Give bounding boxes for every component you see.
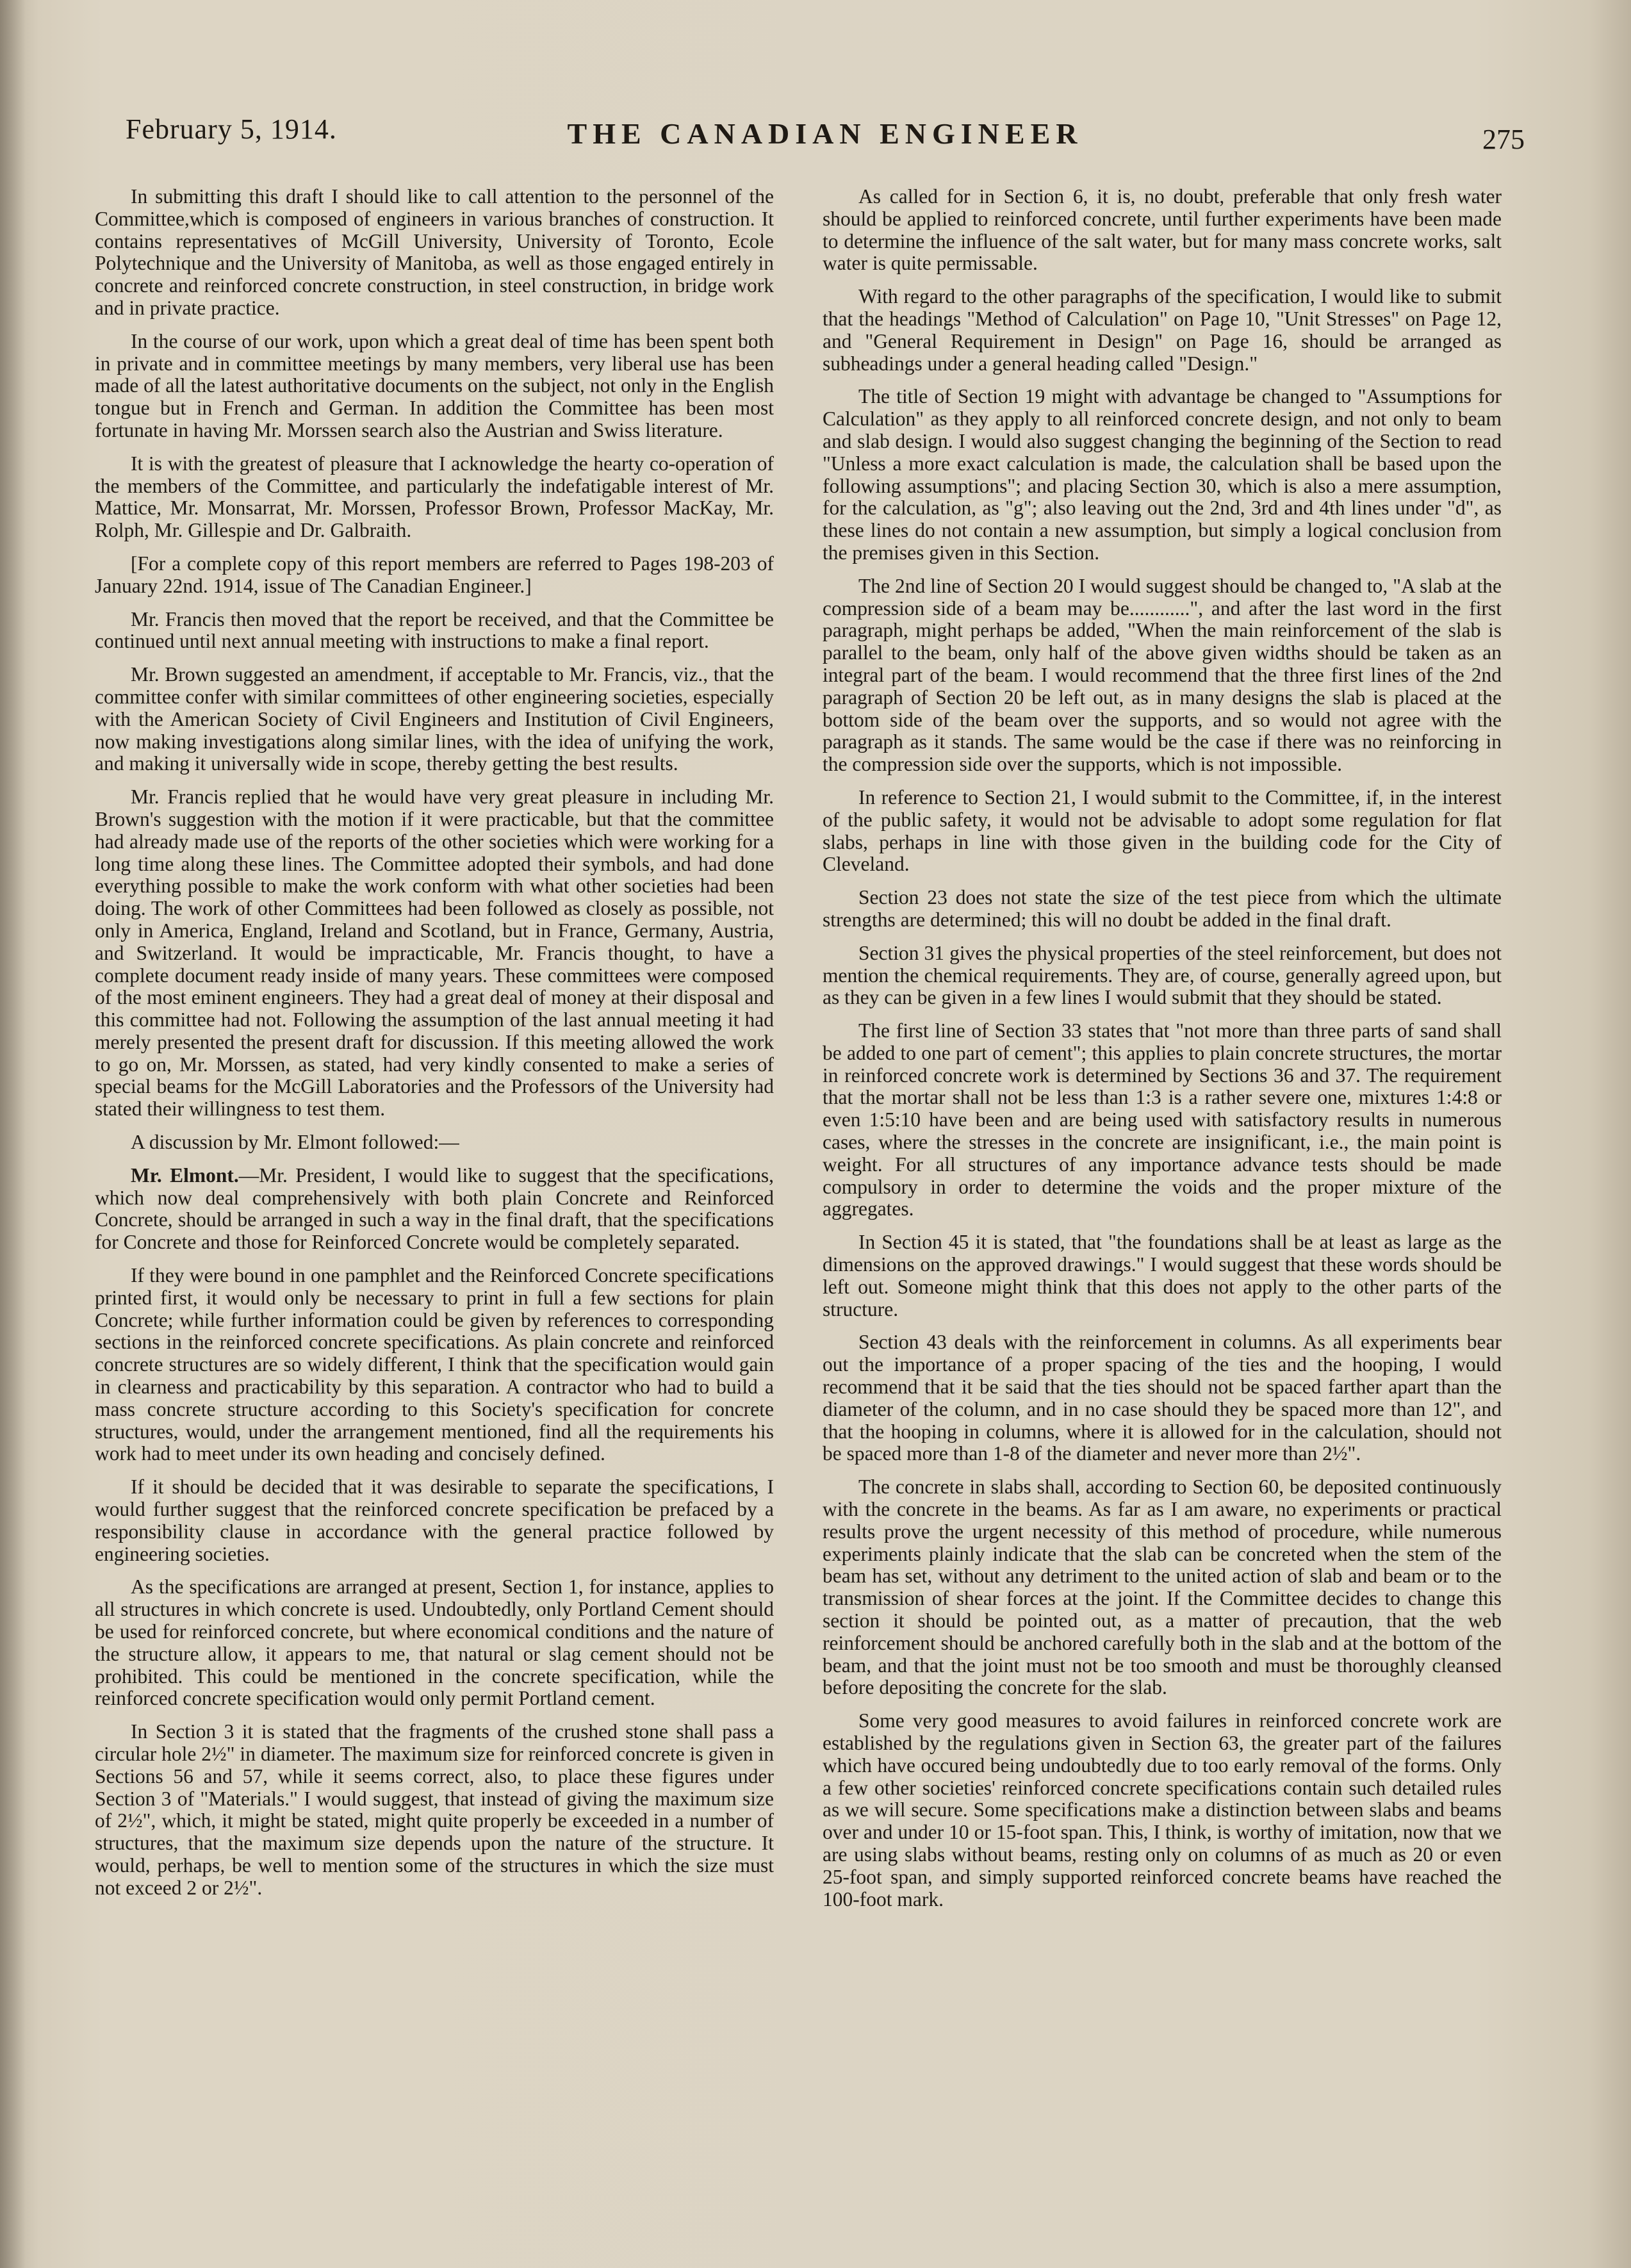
paragraph: Section 31 gives the physical properties of the steel reinforcement, but does not mention the chemical requirements. They are, of course, generally agreed upon, but as they can be given in a few lines I would submit that they should be stated. <box>823 941 1502 1009</box>
paragraph: As the specifications are arranged at present, Section 1, for instance, applies to all structures in which concrete is used. Undoubtedly, only Portland Cement should be used for reinforced concrete, but where economical conditions and the nature of the structure allow, it appears to me, that natural or slag cement should not be prohibited. This could be mentioned in the concrete specification, while the reinforced concrete specification would only permit Portland cement. <box>95 1575 774 1710</box>
paragraph: Mr. Francis replied that he would have very great pleasure in including Mr. Brown's suggestion with the motion if it were practicable, but that the committee had already made use of the reports of the other societies which were working for a long time along these lines. The Committee adopted their symbols, and had done everything possible to make the work conform with what other societies had been doing. The work of other Committees had been followed as closely as possible, not only in America, England, Ireland and Scotland, but in France, Germany, Austria, and Switzerland. It would be impracticable, Mr. Francis thought, to have a complete document ready inside of many years. These committees were composed of the most eminent engineers. They had a great deal of money at their disposal and this committee had not. Following the assumption of the last annual meeting it had merely presented the present draft for discussion. If this meeting allowed the work to go on, Mr. Morssen, as stated, had very kindly consented to make a series of special beams for the McGill Laboratories and the Professors of the University had stated their willingness to test them. <box>95 785 774 1121</box>
paragraph: Mr. Francis then moved that the report be received, and that the Committee be continued until next annual meeting with instructions to make a final report. <box>95 607 774 653</box>
paragraph: As called for in Section 6, it is, no doubt, preferable that only fresh water should be applied to reinforced concrete, until further experiments have been made to determine the influence of the salt water, but for many mass concrete works, salt water is quite permissable. <box>823 185 1502 275</box>
paragraph: In Section 3 it is stated that the fragments of the crushed stone shall pass a circular hole 2½" in diameter. The maximum size for reinforced concrete is given in Sections 56 and 57, while it seems correct, also, to place these figures under Section 3 of "Materials." I would suggest, that instead of giving the maximum size of 2½", which, it might be stated, might quite properly be exceeded in a number of structures, that the maximum size depends upon the nature of the structure. It would, perhaps, be well to mention some of the structures in which the size must not exceed 2 or 2½". <box>95 1720 774 1899</box>
left-column <box>95 186 774 1911</box>
paragraph: Mr. Brown suggested an amendment, if acceptable to Mr. Francis, viz., that the committee confer with similar committees of other engineering societies, especially with the American Society of Civil Engineers and Institution of Civil Engineers, now making investigations along similar lines, with the idea of unifying the work, and making it universally wide in scope, thereby getting the best results. <box>95 663 774 775</box>
paragraph: In submitting this draft I should like to call attention to the personnel of the Committee,which is composed of engineers in various branches of construction. It contains representatives of McGill University, University of Toronto, Ecole Polytechnique and the University of Manitoba, as well as those engaged entirely in concrete and reinforced concrete construction, in steel construction, in bridge work and in private practice. <box>95 185 774 319</box>
paragraph: The 2nd line of Section 20 I would suggest should be changed to, "A slab at the compression side of a beam may be............", and after the last word in the first paragraph, might perhaps be added, "When the main reinforcement of the slab is parallel to the beam, only half of the above given widths should be taken as an integral part of the beam. I would recommend that the three first lines of the 2nd paragraph of Section 20 be left out, as in many designs the slab is placed at the bottom side of the beam over the supports, and so would not agree with the paragraph as it stands. The same would be the case if there was no reinforcing in the compression side over the supports, which is not impossible. <box>823 574 1502 776</box>
paragraph: In reference to Section 21, I would submit to the Committee, if, in the interest of the public safety, it would not be advisable to adopt some regulation for flat slabs, perhaps in line with those given in the building code for the City of Cleveland. <box>823 785 1502 876</box>
paragraph: In the course of our work, upon which a great deal of time has been spent both in private and in committee meetings by many members, very liberal use has been made of all the latest authoritative documents on the subject, not only in the English tongue but in French and German. In addition the Committee has been most fortunate in having Mr. Morssen search also the Austrian and Swiss literature. <box>95 329 774 441</box>
paragraph-text: Mr. President, I would like to suggest that the specifications, which now deal comprehensively with both plain Concrete and Reinforced Concrete, should be arranged in such a way in the final draft, that the specifications for Concrete and those for Reinforced Concrete would be completely separated. <box>95 1163 774 1254</box>
paragraph: It is with the greatest of pleasure that I acknowledge the hearty co-operation of the members of the Committee, and particularly the indefatigable interest of Mr. Mattice, Mr. Monsarrat, Mr. Morssen, Professor Brown, Professor MacKay, Mr. Rolph, Mr. Gillespie and Dr. Galbraith. <box>95 452 774 542</box>
paragraph: The title of Section 19 might with advantage be changed to "Assumptions for Calculation" as they apply to all reinforced concrete design, and not only to beam and slab design. I would also suggest changing the beginning of the Section to read "Unless a more exact calculation is made, the calculation shall be based upon the following assumptions"; and placing Section 30, which is also a mere assumption, for the calculation, as "g"; also leaving out the 2nd, 3rd and 4th lines under "d", as these lines do not contain a new assumption, but simply a logical conclusion from the premises given in this Section. <box>823 385 1502 564</box>
right-column <box>823 186 1502 1921</box>
paragraph: [For a complete copy of this report members are referred to Pages 198-203 of January 22nd. 1914, issue of The Canadian Engineer.] <box>95 552 774 597</box>
paragraph: A discussion by Mr. Elmont followed:— <box>131 1131 459 1154</box>
paragraph: Section 23 does not state the size of the test piece from which the ultimate strengths are determined; this will no doubt be added in the final draft. <box>823 886 1502 931</box>
speaker-name: Mr. Elmont. <box>131 1163 239 1187</box>
masthead: THE CANADIAN ENGINEER <box>567 117 1083 150</box>
paragraph: The first line of Section 33 states that "not more than three parts of sand shall be added to one part of cement"; this applies to plain concrete structures, the mortar in reinforced concrete work is determined by Sections 36 and 37. The requirement that the mortar shall not be less than 1:3 is a rather severe one, mixtures 1:4:8 or even 1:5:10 have been and are being used with satisfactory results in numerous cases, where the stresses in the concrete are insignificant, i.e., the main point is weight. For all structures of any importance advance tests should be made compulsory in order to determine the voids and the proper mixture of the aggregates. <box>823 1019 1502 1220</box>
paragraph: Some very good measures to avoid failures in reinforced concrete work are established by the regulations given in Section 63, the greater part of the failures which have occured being undoubtedly due to too early removal of the forms. Only a few other societies' reinforced concrete specifications contain such detailed rules as we will secure. Some specifications make a distinction between slabs and beams over and under 10 or 15-foot span. This, I think, is worthy of imitation, now that we are using slabs without beams, resting only on columns of as much as 20 or even 25-foot span, and simply supported reinforced concrete beams have reached the 100-foot mark. <box>823 1709 1502 1911</box>
paragraph: In Section 45 it is stated, that "the foundations shall be at least as large as the dimensions on the approved drawings." I would suggest that these words should be left out. Someone might think that this does not apply to the other parts of the structure. <box>823 1231 1502 1320</box>
paragraph: Section 43 deals with the reinforcement in columns. As all experiments bear out the importance of a proper spacing of the ties and the hooping, I would recommend that it be said that the ties should not be spaced farther apart than the diameter of the column, and in no case should they be spaced more than 12", and that the hooping in columns, where it is allowed for in the calculation, should not be spaced more than 1-8 of the diameter and never more than 2½". <box>823 1331 1502 1465</box>
page-header <box>126 110 1525 161</box>
paragraph-elmont: Mr. Elmont.—Mr. President, I would like to suggest that the specifications, which now deal comprehensively with both plain Concrete and Reinforced Concrete, should be arranged in such a way in the final draft, that the specifications for Concrete and those for Reinforced Concrete would be completely separated. <box>95 1163 774 1254</box>
binding-shadow <box>0 0 26 2268</box>
issue-date: February 5, 1914. <box>126 113 337 145</box>
paragraph: If it should be decided that it was desirable to separate the specifications, I would further suggest that the reinforced concrete specification be prefaced by a responsibility clause in accordance with the general practice followed by engineering societies. <box>95 1475 774 1565</box>
page-number: 275 <box>1482 124 1525 155</box>
paragraph: If they were bound in one pamphlet and the Reinforced Concrete specifications printed first, it would only be necessary to print in full a few sections for plain Concrete; while further information could be given by references to corresponding sections in the reinforced concrete specifications. As plain concrete and reinforced concrete structures are so widely different, I think that the specification would gain in clearness and practicability by this separation. A contractor who had to build a mass concrete structure according to this Society's specification for concrete structures, would, under the arrangement mentioned, find all the requirements his work had to meet under its own heading and concisely defined. <box>95 1264 774 1465</box>
paragraph: With regard to the other paragraphs of the specification, I would like to submit that the headings "Method of Calculation" on Page 10, "Unit Stresses" on Page 12, and "General Requirement in Design" on Page 16, should be arranged as subheadings under a general heading called "Design." <box>823 285 1502 375</box>
paragraph: The concrete in slabs shall, according to Section 60, be deposited continuously with the concrete in the beams. As far as I am aware, no experiments or practical results prove the urgent necessity of this method of procedure, while numerous experiments plainly indicate that the slab can be concreted when the stem of the beam has set, without any detriment to the united action of slab and beam or to the transmission of shear forces at the joint. If the Committee decides to change this section it should be pointed out, as a matter of precaution, that the web reinforcement should be anchored carefully both in the slab and at the bottom of the beam, and that the joint must not be too smooth and must be thoroughly cleansed before depositing the concrete for the slab. <box>823 1475 1502 1699</box>
